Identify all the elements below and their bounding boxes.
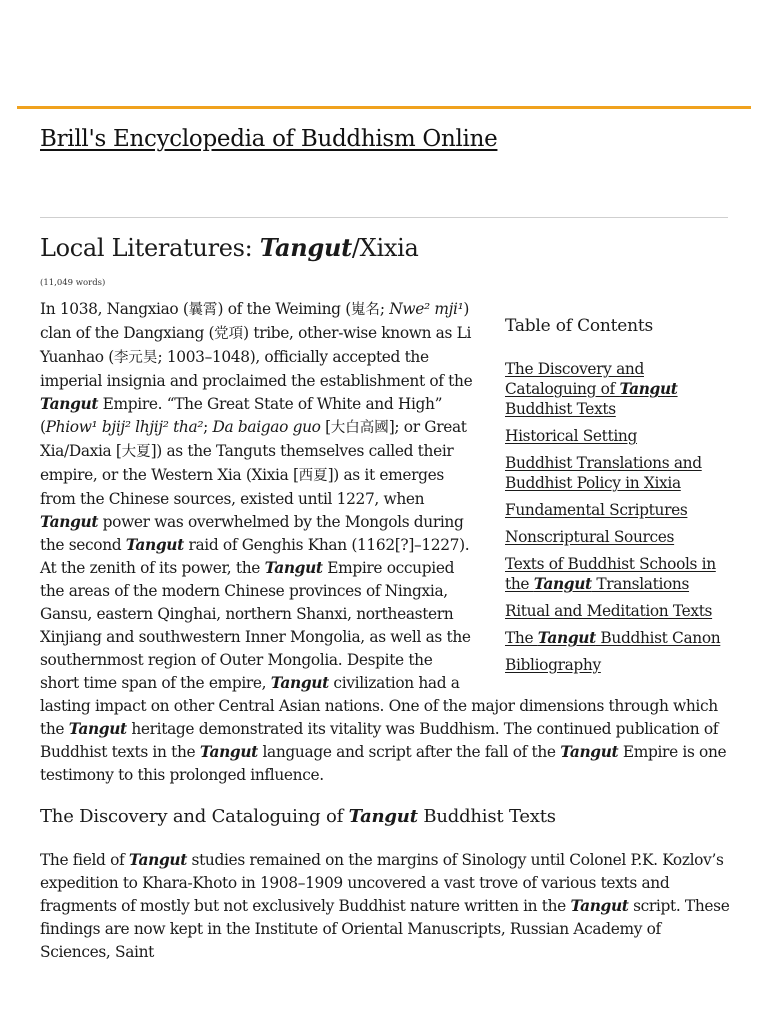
toc-link-nonscriptural-sources[interactable]: Nonscriptural Sources <box>505 528 675 546</box>
title-divider <box>40 217 728 218</box>
toc-link-ritual-meditation[interactable]: Ritual and Meditation Texts <box>505 602 713 620</box>
article-body <box>40 298 730 964</box>
site-title-link[interactable]: Brill's Encyclopedia of Buddhism Online <box>40 126 498 152</box>
toc-item <box>505 601 730 621</box>
toc-item <box>505 527 730 547</box>
toc-item <box>505 359 730 419</box>
toc-link-historical-setting[interactable]: Historical Setting <box>505 427 637 445</box>
toc-heading: Table of Contents <box>505 316 654 336</box>
article-title-italic: Tangut <box>259 233 352 262</box>
table-of-contents <box>505 315 730 682</box>
toc-item <box>505 453 730 493</box>
toc-link-bibliography[interactable]: Bibliography <box>505 656 601 674</box>
word-count: (11,049 words) <box>40 278 106 288</box>
toc-link-fundamental-scriptures[interactable]: Fundamental Scriptures <box>505 501 688 519</box>
toc-list <box>505 359 730 675</box>
toc-item <box>505 628 730 648</box>
toc-link-discovery[interactable]: The Discovery and Cataloguing of Tangut Buddhist Texts <box>505 360 678 418</box>
article-title: Local Literatures: Tangut/Xixia <box>40 233 419 262</box>
section-paragraph: The field of Tangut studies remained on the margins of Sinology until Colonel P.K. Kozlov’s expedition to Khara-Khoto in 1908–1909 uncovered a vast trove of various texts and fragments of mostly but not exclusively Buddhist nature written in the Tangut script. These findings are now kept in the Institute of Oriental Manuscripts, Russian Academy of Sciences, Saint <box>40 851 730 961</box>
toc-link-buddhist-canon[interactable]: The Tangut Buddhist Canon <box>505 629 721 647</box>
toc-link-buddhist-schools[interactable]: Texts of Buddhist Schools in the Tangut Translations <box>505 555 716 593</box>
toc-item <box>505 554 730 594</box>
intro-paragraph: In 1038, Nangxiao (曩霄) of the Weiming (嵬名; Nwe² mji¹) clan of the Dangxiang (党項) tribe, other-wise known as Li Yuanhao (李元昊; 1003–1048), officially accepted the imperial insignia and proclaimed the establishment of the Tangut Empire. “The Great State of White and High” (Phiow¹ bjij² lhjij² tha²; Da baigao guo [大白高國]; or Great Xia/Daxia [大夏]) as the Tanguts themselves called their empire, or the Western Xia (Xixia [西夏]) as it emerges from the Chinese sources, existed until 1227, when Tangut power was overwhelmed by the Mongols during the second Tangut raid of Genghis Khan (1162[?]–1227). At the zenith of its power, the Tangut Empire occupied the areas of the modern Chinese provinces of Ningxia, Gansu, eastern Qinghai, northern Shanxi, northeastern Xinjiang and southwestern Inner Mongolia, as well as the southernmost region of Outer Mongolia. Despite the short time span of the empire, Tangut civilization had a lasting impact on other Central Asian nations. One of the major dimensions through which the Tangut heritage demonstrated its vitality was Buddhism. The continued publication of Buddhist texts in the Tangut language and script after the fall of the Tangut Empire is one testimony to this prolonged influence. <box>40 300 727 784</box>
toc-item <box>505 500 730 520</box>
toc-item <box>505 655 730 675</box>
toc-item <box>505 426 730 446</box>
section-heading-discovery: The Discovery and Cataloguing of Tangut Buddhist Texts <box>40 806 556 827</box>
header-accent-rule <box>17 106 751 109</box>
toc-link-buddhist-translations[interactable]: Buddhist Translations and Buddhist Policy in Xixia <box>505 454 702 492</box>
